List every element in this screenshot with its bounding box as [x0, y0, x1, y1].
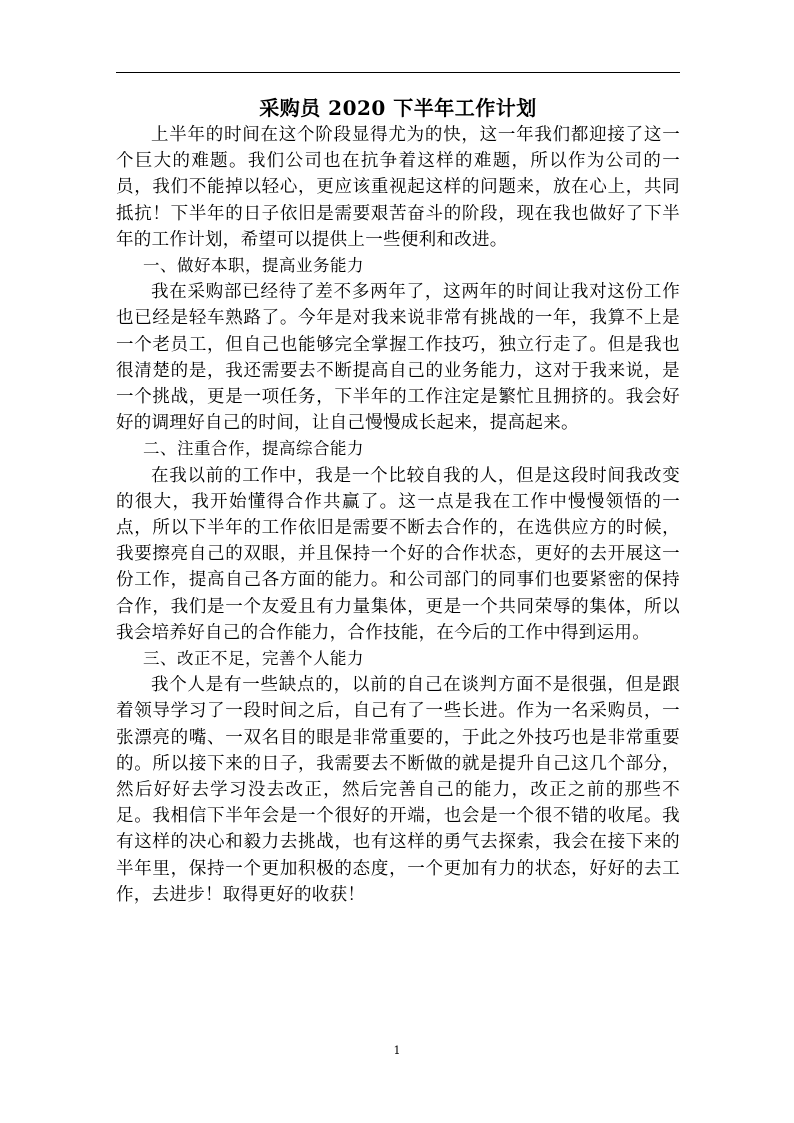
intro-paragraph: 上半年的时间在这个阶段显得尤为的快，这一年我们都迎接了这一个巨大的难题。我们公司也在抗争着这样的难题，所以作为公司的一员，我们不能掉以轻心，更应该重视起这样的问题来，放在心上，共同抵抗！下半年的日子依旧是需要艰苦奋斗的阶段，现在我也做好了下半年的工作计划，希望可以提供上一些便利和改进。 — [116, 125, 680, 250]
section-body-1: 我在采购部已经待了差不多两年了，这两年的时间让我对这份工作也已经是轻车熟路了。今年是对我来说非常有挑战的一年，我算不上是一个老员工，但自己也能够完全掌握工作技巧，独立行走了。但是我也很清楚的是，我还需要去不断提高自己的业务能力，这对于我来说，是一个挑战，更是一项任务，下半年的工作注定是繁忙且拥挤的。我会好好的调理好自己的时间，让自己慢慢成长起来，提高起来。 — [116, 282, 680, 434]
section-heading-1: 一、做好本职，提高业务能力 — [143, 256, 364, 276]
section-body-2: 在我以前的工作中，我是一个比较自我的人，但是这段时间我改变的很大，我开始懂得合作共赢了。这一点是我在工作中慢慢领悟的一点，所以下半年的工作依旧是需要不断去合作的，在选供应方的时候，我要擦亮自己的双眼，并且保持一个好的合作状态，更好的去开展这一份工作，提高自己各方面的能力。和公司部门的同事们也要紧密的保持合作，我们是一个友爱且有力量集体，更是一个共同荣辱的集体，所以我会培养好自己的合作能力，合作技能，在今后的工作中得到运用。 — [116, 465, 680, 643]
section-heading-2: 二、注重合作，提高综合能力 — [143, 439, 364, 459]
page-number: 1 — [393, 1044, 401, 1057]
header-rule — [116, 72, 680, 73]
section-heading-3: 三、改正不足，完善个人能力 — [143, 649, 364, 669]
document-title: 采购员 2020 下半年工作计划 — [259, 96, 537, 120]
document-body — [116, 94, 680, 908]
section-body-3: 我个人是有一些缺点的，以前的自己在谈判方面不是很强，但是跟着领导学习了一段时间之后，自己有了一些长进。作为一名采购员，一张漂亮的嘴、一双名目的眼是非常重要的，于此之外技巧也是非常重要的。所以接下来的日子，我需要去不断做的就是提升自己这几个部分，然后好好去学习没去改正，然后完善自己的能力，改正之前的那些不足。我相信下半年会是一个很好的开端，也会是一个很不错的收尾。我有这样的决心和毅力去挑战，也有这样的勇气去探索，我会在接下来的半年里，保持一个更加积极的态度，一个更加有力的状态，好好的去工作，去进步！取得更好的收获！ — [116, 675, 680, 905]
